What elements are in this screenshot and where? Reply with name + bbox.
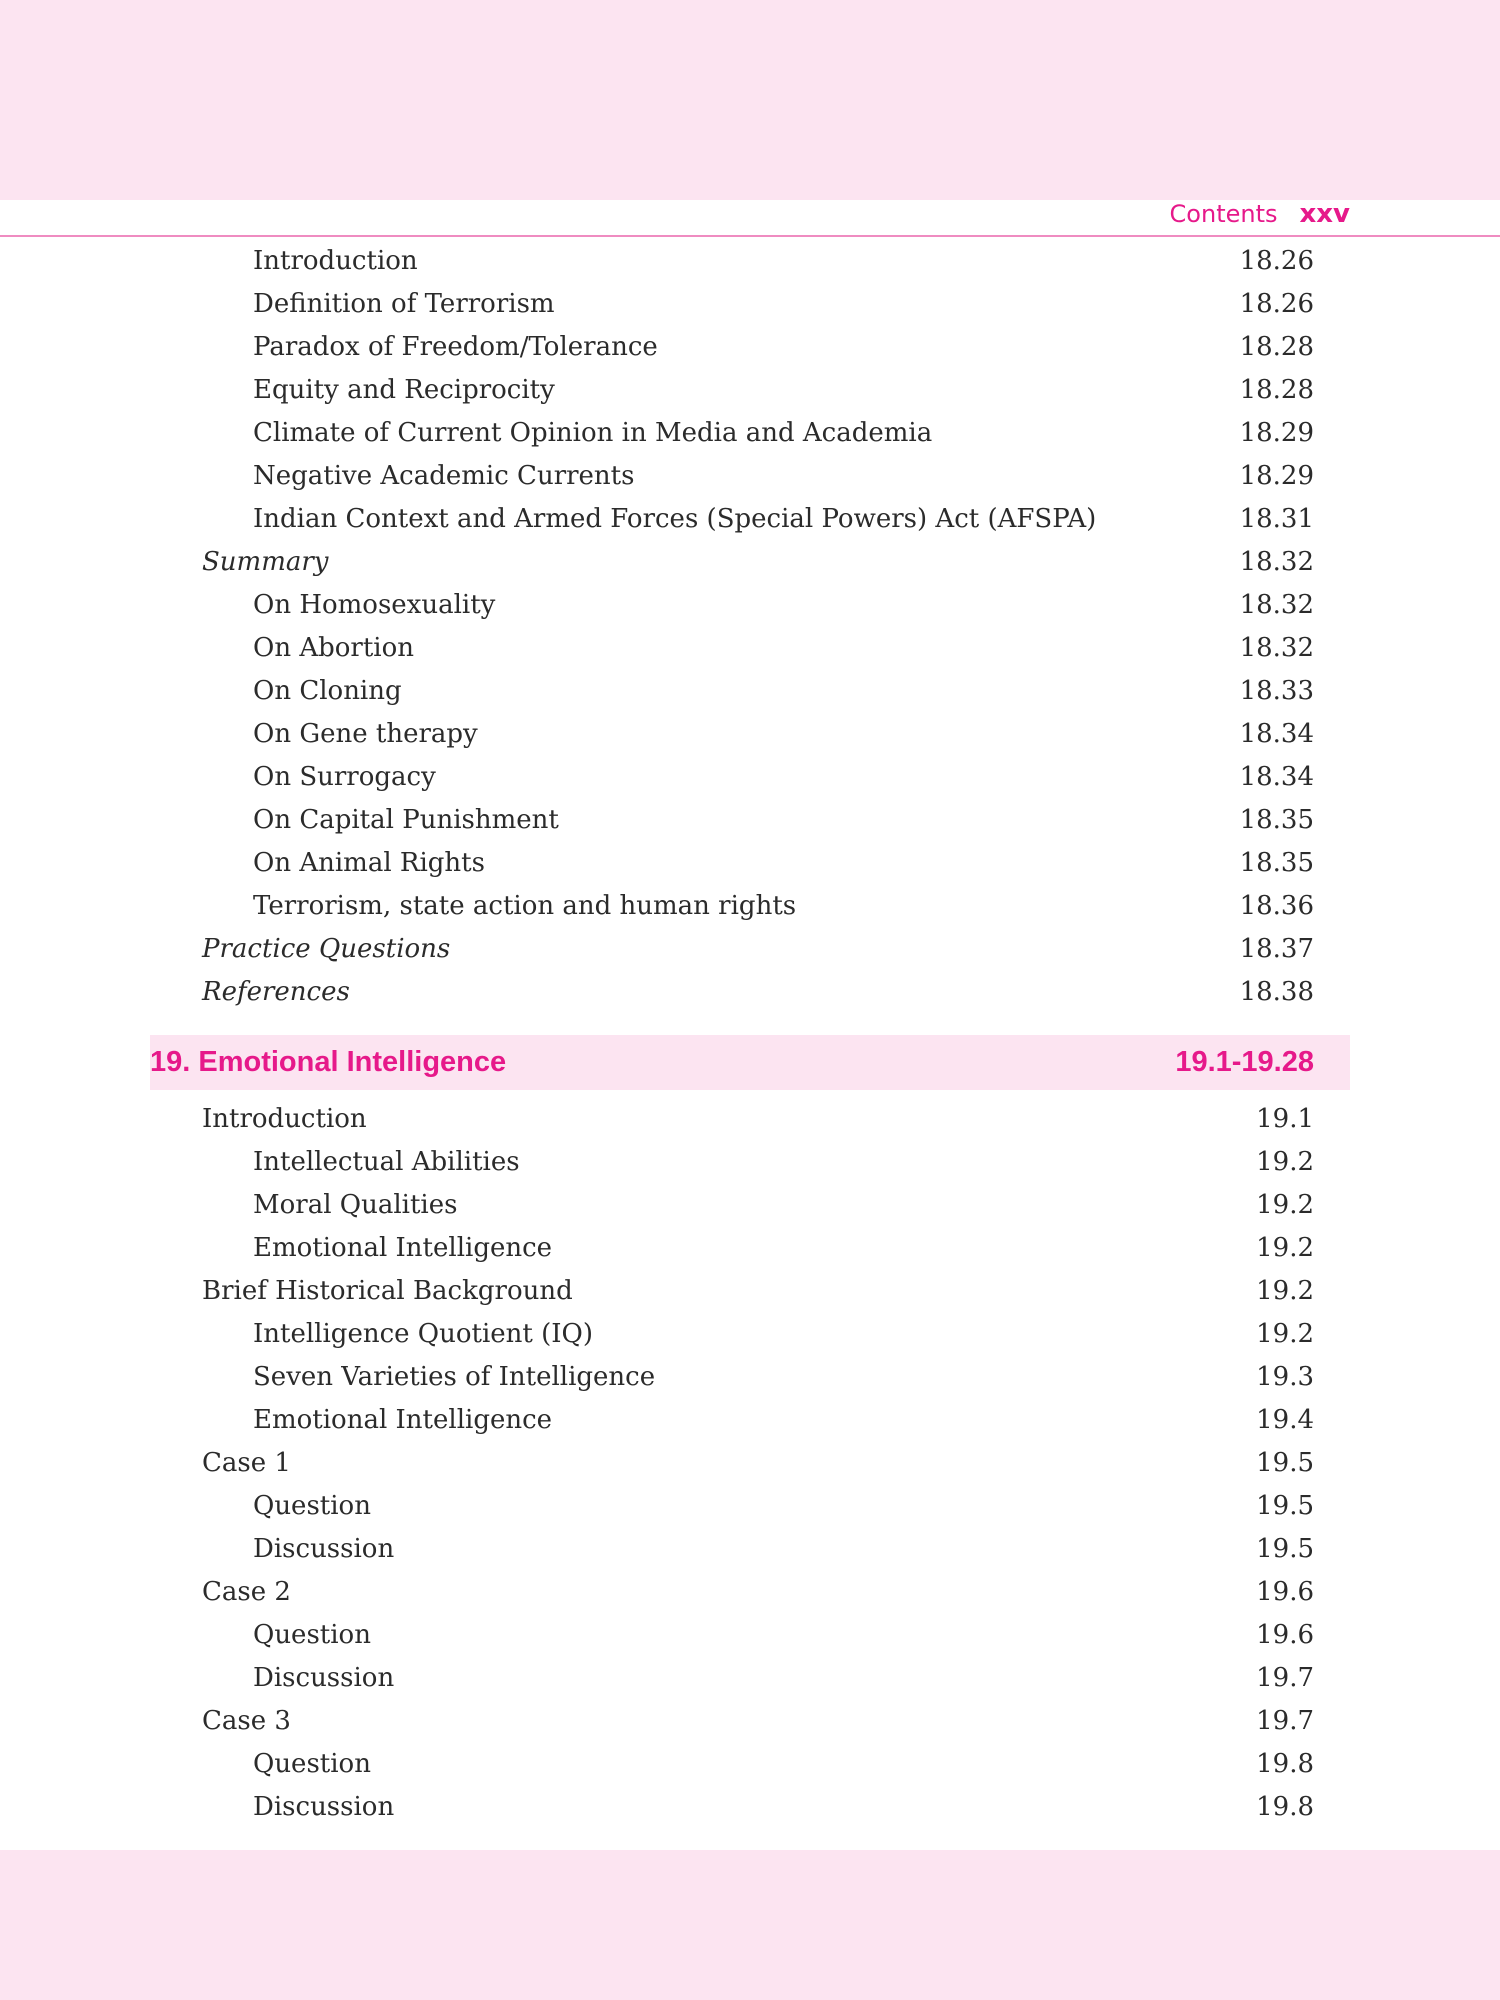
- toc-entry-title: Indian Context and Armed Forces (Special Powers) Act (AFSPA): [253, 504, 1097, 534]
- toc-entry-page: 18.32: [1239, 547, 1314, 577]
- toc-entry-page: 18.28: [1239, 375, 1314, 405]
- toc-entry-title: Intelligence Quotient (IQ): [253, 1319, 593, 1349]
- toc-entry-title: Question: [253, 1749, 371, 1779]
- toc-entry-page: 18.34: [1239, 762, 1314, 792]
- toc-entry-title: Question: [253, 1620, 371, 1650]
- toc-entry-page: 18.28: [1239, 332, 1314, 362]
- toc-entry-title: Moral Qualities: [253, 1190, 458, 1220]
- toc-entry-page: 18.29: [1239, 418, 1314, 448]
- toc-entry: [0, 885, 1500, 928]
- chapter-heading: [150, 1035, 1350, 1090]
- toc-entry-title: Case 2: [202, 1577, 291, 1607]
- toc-entry-title: Intellectual Abilities: [253, 1147, 520, 1177]
- toc-entry: [0, 928, 1500, 971]
- toc-entry-page: 19.2: [1256, 1190, 1314, 1220]
- toc-entry-title: Negative Academic Currents: [253, 461, 635, 491]
- toc-entry-title: Brief Historical Background: [202, 1276, 573, 1306]
- toc-entry: [0, 1227, 1500, 1270]
- toc-entry-page: 18.33: [1239, 676, 1314, 706]
- toc-entry-page: 19.6: [1256, 1577, 1314, 1607]
- toc-entry-title: Discussion: [253, 1792, 395, 1822]
- page-number: xxv: [1299, 199, 1350, 229]
- toc-entry-title: Definition of Terrorism: [253, 289, 555, 319]
- toc-entry: [0, 1786, 1500, 1829]
- toc-entry: [0, 1270, 1500, 1313]
- toc-entry-title: On Capital Punishment: [253, 805, 559, 835]
- toc-entry-title: On Abortion: [253, 633, 414, 663]
- toc-entry-title: Equity and Reciprocity: [253, 375, 555, 405]
- toc-entry-title: On Gene therapy: [253, 719, 478, 749]
- toc-entry: [0, 1184, 1500, 1227]
- toc-entry: [0, 713, 1500, 756]
- toc-entry-page: 19.5: [1256, 1448, 1314, 1478]
- toc-entry-page: 19.8: [1256, 1792, 1314, 1822]
- toc-entry-title: Question: [253, 1491, 371, 1521]
- toc-entry-page: 18.35: [1239, 848, 1314, 878]
- toc-section-chapter-18: [0, 240, 1500, 1014]
- toc-entry-title: On Cloning: [253, 676, 402, 706]
- toc-entry-page: 19.1: [1256, 1104, 1314, 1134]
- toc-entry-page: 19.2: [1256, 1233, 1314, 1263]
- toc-entry: [0, 971, 1500, 1014]
- toc-entry-title: Climate of Current Opinion in Media and Academia: [253, 418, 933, 448]
- toc-entry: [0, 1700, 1500, 1743]
- toc-entry: [0, 498, 1500, 541]
- toc-entry-page: 19.2: [1256, 1276, 1314, 1306]
- toc-entry-page: 19.6: [1256, 1620, 1314, 1650]
- toc-entry: [0, 1571, 1500, 1614]
- toc-entry-title: Case 3: [202, 1706, 291, 1736]
- toc-entry-page: 18.32: [1239, 633, 1314, 663]
- toc-entry: [0, 1485, 1500, 1528]
- toc-entry-page: 19.4: [1256, 1405, 1314, 1435]
- toc-entry-page: 18.36: [1239, 891, 1314, 921]
- toc-entry-title: Case 1: [202, 1448, 291, 1478]
- toc-entry: [0, 670, 1500, 713]
- header-rule: [0, 235, 1500, 237]
- toc-entry-page: 18.34: [1239, 719, 1314, 749]
- toc-entry-page: 19.8: [1256, 1749, 1314, 1779]
- toc-entry: [0, 326, 1500, 369]
- toc-entry-page: 18.35: [1239, 805, 1314, 835]
- toc-entry: [0, 455, 1500, 498]
- chapter-page-range: 19.1-19.28: [1175, 1046, 1314, 1078]
- chapter-title: 19. Emotional Intelligence: [150, 1046, 507, 1078]
- toc-entry: [0, 1528, 1500, 1571]
- running-head-label: Contents: [1169, 200, 1278, 228]
- toc-entry-page: 19.5: [1256, 1491, 1314, 1521]
- toc-entry: [0, 1313, 1500, 1356]
- header-band: [0, 0, 1500, 200]
- toc-entry-title: Discussion: [253, 1534, 395, 1564]
- toc-entry-page: 19.3: [1256, 1362, 1314, 1392]
- toc-entry: [0, 1743, 1500, 1786]
- toc-entry: [0, 842, 1500, 885]
- toc-entry: [0, 1098, 1500, 1141]
- toc-entry-title: Paradox of Freedom/Tolerance: [253, 332, 658, 362]
- toc-entry-page: 18.38: [1239, 977, 1314, 1007]
- toc-entry: [0, 369, 1500, 412]
- toc-entry: [0, 1442, 1500, 1485]
- toc-entry: [0, 1614, 1500, 1657]
- toc-entry: [0, 627, 1500, 670]
- toc-entry-page: 18.26: [1239, 246, 1314, 276]
- toc-entry-title: On Surrogacy: [253, 762, 436, 792]
- toc-entry-page: 19.7: [1256, 1663, 1314, 1693]
- toc-entry-title: On Animal Rights: [253, 848, 485, 878]
- toc-entry: [0, 756, 1500, 799]
- toc-entry-page: 19.2: [1256, 1147, 1314, 1177]
- toc-entry: [0, 283, 1500, 326]
- toc-entry: [0, 541, 1500, 584]
- toc-entry-title: References: [202, 977, 350, 1007]
- toc-entry-title: Emotional Intelligence: [253, 1233, 553, 1263]
- toc-entry-title: On Homosexuality: [253, 590, 496, 620]
- toc-entry-page: 19.2: [1256, 1319, 1314, 1349]
- toc-entry: [0, 799, 1500, 842]
- footer-band: [0, 1850, 1500, 2000]
- toc-entry-page: 18.26: [1239, 289, 1314, 319]
- toc-entry-title: Practice Questions: [202, 934, 451, 964]
- toc-entry: [0, 584, 1500, 627]
- toc-entry: [0, 1657, 1500, 1700]
- toc-entry-page: 19.7: [1256, 1706, 1314, 1736]
- toc-entry-page: 18.29: [1239, 461, 1314, 491]
- toc-entry-title: Emotional Intelligence: [253, 1405, 553, 1435]
- toc-entry-title: Seven Varieties of Intelligence: [253, 1362, 656, 1392]
- toc-entry: [0, 240, 1500, 283]
- toc-entry-page: 18.32: [1239, 590, 1314, 620]
- toc-entry-title: Summary: [202, 547, 329, 577]
- toc-entry-title: Terrorism, state action and human rights: [253, 891, 797, 921]
- toc-section-chapter-19: [0, 1098, 1500, 1829]
- toc-entry-page: 18.31: [1239, 504, 1314, 534]
- toc-entry-title: Discussion: [253, 1663, 395, 1693]
- toc-entry: [0, 1356, 1500, 1399]
- toc-entry-page: 18.37: [1239, 934, 1314, 964]
- toc-entry-title: Introduction: [202, 1104, 367, 1134]
- toc-entry: [0, 1399, 1500, 1442]
- toc-entry: [0, 412, 1500, 455]
- toc-entry-page: 19.5: [1256, 1534, 1314, 1564]
- running-head: [1170, 198, 1350, 230]
- toc-entry: [0, 1141, 1500, 1184]
- toc-entry-title: Introduction: [253, 246, 418, 276]
